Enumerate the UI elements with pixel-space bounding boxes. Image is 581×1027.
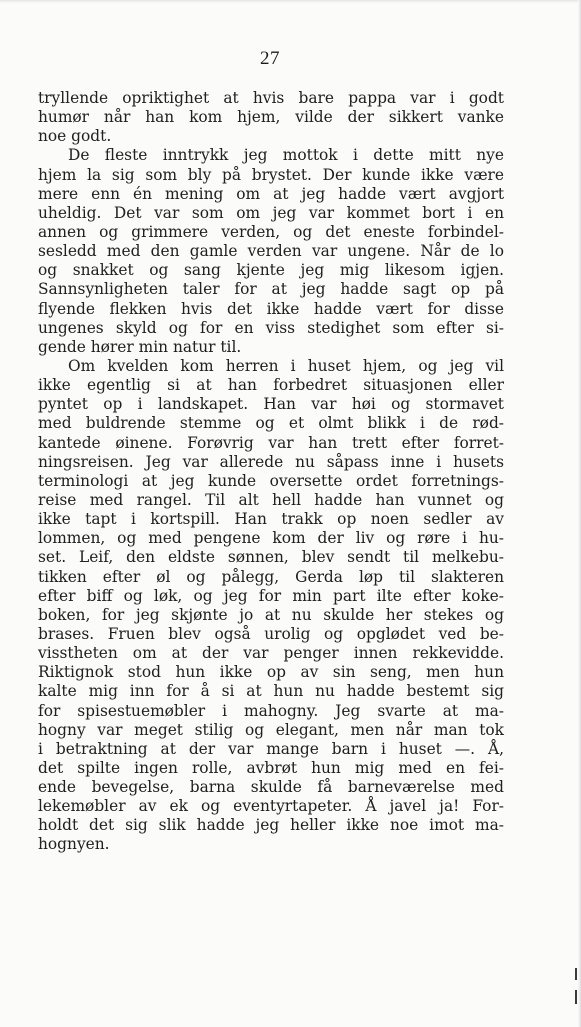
text-line: det spilte ingen rolle, avbrøt hun mig med en fei- bbox=[38, 758, 504, 777]
text-line: hognyen. bbox=[38, 835, 110, 854]
text-line: flyende flekken hvis det ikke hadde vært for disse bbox=[38, 299, 504, 318]
text-line: Sannsynligheten taler for at jeg hadde sagt op på bbox=[38, 280, 504, 299]
text-line: lekemøbler av ek og eventyrtapeter. Å javel ja! For- bbox=[38, 797, 504, 816]
scan-edge-top bbox=[0, 0, 581, 3]
text-line: ikke egentlig si at han forbedret situasjonen eller bbox=[38, 376, 504, 395]
text-line: Riktignok stod hun ikke op av sin seng, men hun bbox=[38, 663, 504, 682]
text-line: sesledd med den gamle verden var ungene. Når de lo bbox=[38, 242, 504, 261]
text-line: for spisestuemøbler i mahogny. Jeg svarte at ma- bbox=[38, 701, 504, 720]
text-line: set. Leif, den eldste sønnen, blev sendt til melkebu- bbox=[38, 548, 504, 567]
text-line: boken, for jeg skjønte jo at nu skulde her stekes og bbox=[38, 605, 504, 624]
text-line: lommen, og med pengene kom der liv og røre i hu- bbox=[38, 529, 504, 548]
text-line: noe godt. bbox=[38, 127, 112, 146]
text-line: brases. Fruen blev også urolig og opglødet ved be- bbox=[38, 624, 504, 643]
text-line: ungenes skyld og for en viss stedighet som efter si- bbox=[38, 318, 504, 337]
text-line: tryllende opriktighet at hvis bare pappa var i godt bbox=[38, 89, 504, 107]
text-line: hjem la sig som bly på brystet. Der kunde ikke være bbox=[38, 165, 504, 184]
text-line: ikke tapt i kortspill. Han trakk op noen sedler av bbox=[38, 510, 504, 529]
text-line: reise med rangel. Til alt hell hadde han vunnet og bbox=[38, 490, 504, 509]
edge-mark bbox=[575, 990, 577, 1004]
text-line: annen og grimmere verden, og det eneste forbindel- bbox=[38, 222, 504, 241]
text-line: kalte mig inn for å si at hun nu hadde bestemt sig bbox=[38, 682, 504, 701]
text-line: og snakket og sang kjente jeg mig likesom igjen. bbox=[38, 261, 504, 280]
text-line: med buldrende stemme og et olmt blikk i de rød- bbox=[38, 414, 504, 433]
text-line: ningsreisen. Jeg var allerede nu såpass inne i husets bbox=[38, 452, 504, 471]
text-line: tikken efter øl og pålegg, Gerda løp til slakteren bbox=[38, 567, 504, 586]
text-line: terminologi at jeg kunde oversette ordet forretnings- bbox=[38, 471, 504, 490]
body-text bbox=[38, 89, 504, 855]
text-line: gende hører min natur til. bbox=[38, 337, 242, 356]
text-line: uheldig. Det var som om jeg var kommet bort i en bbox=[38, 203, 504, 222]
text-line: pyntet op i landskapet. Han var høi og stormavet bbox=[38, 395, 504, 414]
text-line: ende bevegelse, barna skulde få barneværelse med bbox=[38, 778, 504, 797]
text-line: holdt det sig slik hadde jeg heller ikke noe imot ma- bbox=[38, 816, 504, 835]
page-number: 27 bbox=[260, 48, 280, 69]
text-line: i betraktning at der var mange barn i huset —. Å, bbox=[38, 739, 504, 758]
edge-mark bbox=[575, 968, 577, 980]
text-line: kantede øinene. Forøvrig var han trett efter forret- bbox=[38, 433, 504, 452]
text-line: hogny var meget stilig og elegant, men når man tok bbox=[38, 720, 504, 739]
text-line: Om kvelden kom herren i huset hjem, og jeg vil bbox=[68, 356, 504, 375]
text-line: De fleste inntrykk jeg mottok i dette mitt nye bbox=[68, 146, 504, 165]
text-line: mere enn én mening om at jeg hadde vært avgjort bbox=[38, 184, 504, 203]
text-line: humør når han kom hjem, vilde der sikkert vanke bbox=[38, 108, 504, 127]
text-line: visstheten om at der var penger innen rekkevidde. bbox=[38, 644, 504, 663]
text-line: efter biff og løk, og jeg for min part ilte efter koke- bbox=[38, 586, 504, 605]
